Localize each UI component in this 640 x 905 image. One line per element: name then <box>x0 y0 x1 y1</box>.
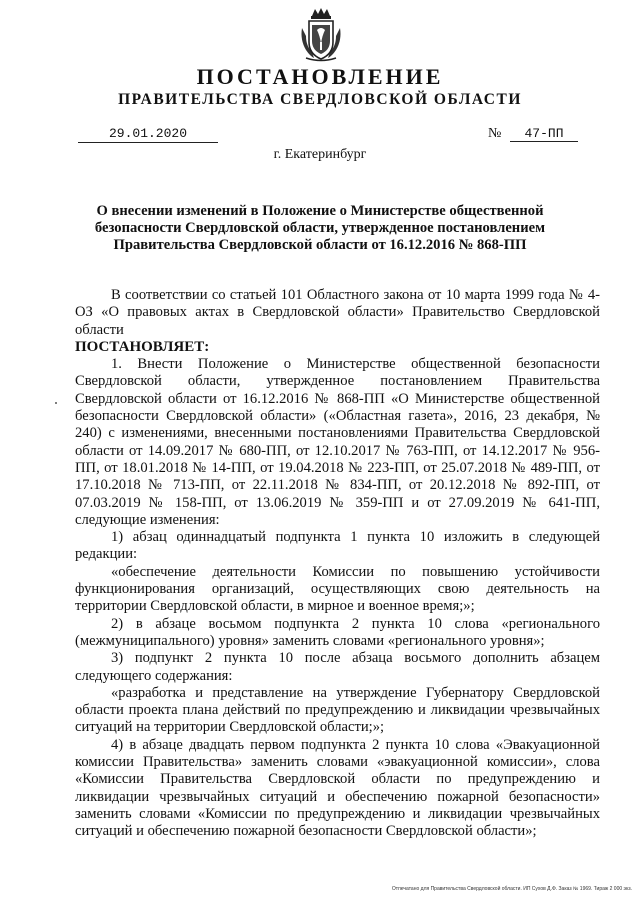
heading-line: О внесении изменений в Положение о Министерстве общественной <box>96 203 544 219</box>
intro-paragraph: В соответствии со статьей 101 Областного закона от 10 марта 1999 года № 4-ОЗ «О правовых актах в Свердловской области» Правительство Свердловской области <box>75 287 600 338</box>
number-sign: № <box>488 126 502 141</box>
print-note: Отпечатано для Правительства Свердловской области. ИП Сухов Д.Ф. Заказ № 1969. Тираж 2 000 экз. <box>391 886 632 892</box>
document-heading <box>60 203 580 254</box>
coat-of-arms-icon <box>298 6 344 62</box>
document-number <box>488 126 578 142</box>
paragraph-7: 4) в абзаце двадцать первом подпункта 2 пункта 10 слова «Эвакуационной комиссии Правительства» заменить словами «эвакуационной комиссии», слова «Комиссии Правительства Свердловской области по предупреждению и ликвидации чрезвычайных ситуаций и обеспечению пожарной безопасности» заменить словами «Комиссии по предупреждению и ликвидации чрезвычайных ситуаций и обеспечению пожарной безопасности Свердловской области»; <box>75 736 600 840</box>
postanovlyaet-label: ПОСТАНОВЛЯЕТ: <box>75 338 210 355</box>
document-city: г. Екатеринбург <box>273 147 367 162</box>
document-body <box>75 287 600 841</box>
paragraph-6: «разработка и представление на утверждение Губернатору Свердловской области проекта плана действий по предупреждению и ликвидации чрезвычайных ситуаций на территории Свердловской области;»; <box>75 684 600 736</box>
document-title: ПОСТАНОВЛЕНИЕ <box>196 64 444 89</box>
paragraph-4: 2) в абзаце восьмом подпункта 2 пункта 10 слова «регионального (межмуниципального) уровня» заменить словами «регионального уровня»; <box>75 615 600 649</box>
heading-line: Правительства Свердловской области от 16.12.2016 № 868-ПП <box>113 237 527 253</box>
heading-line: безопасности Свердловской области, утвержденное постановлением <box>94 220 546 236</box>
paragraph-5: 3) подпункт 2 пункта 10 после абзаца восьмого дополнить абзацем следующего содержания: <box>75 650 600 684</box>
paragraph-1: 1. Внести Положение о Министерстве общественной безопасности Свердловской области, утвержденное постановлением Правительства Свердловской области от 16.12.2016 № 868-ПП «О Министерстве общественной безопасности Свердловской области» («Областная газета», 2016, 23 декабря, № 240) с изменениями, внесенными постановлениями Правительства Свердловской области от 14.09.2017 № 680-ПП, от 12.10.2017 № 763-ПП, от 14.12.2017 № 956-ПП, от 18.01.2018 № 14-ПП, от 19.04.2018 № 223-ПП, от 25.07.2018 № 489-ПП, от 17.10.2018 № 713-ПП, от 22.11.2018 № 834-ПП, от 20.12.2018 № 892-ПП, от 07.03.2019 № 158-ПП, от 13.06.2019 № 359-ПП и от 27.09.2019 № 641-ПП, следующие изменения: <box>75 356 600 528</box>
paragraph-3: «обеспечение деятельности Комиссии по повышению устойчивости функционирования организаций, осуществляющих свою деятельность на территории Свердловской области, в мирное и военное время;»; <box>75 563 600 615</box>
document-subtitle: ПРАВИТЕЛЬСТВА СВЕРДЛОВСКОЙ ОБЛАСТИ <box>118 91 522 108</box>
paragraph-2: 1) абзац одиннадцатый подпункта 1 пункта 10 изложить в следующей редакции: <box>75 529 600 563</box>
number-value: 47-ПП <box>510 126 578 142</box>
margin-mark <box>55 402 57 404</box>
document-date: 29.01.2020 <box>78 126 218 143</box>
